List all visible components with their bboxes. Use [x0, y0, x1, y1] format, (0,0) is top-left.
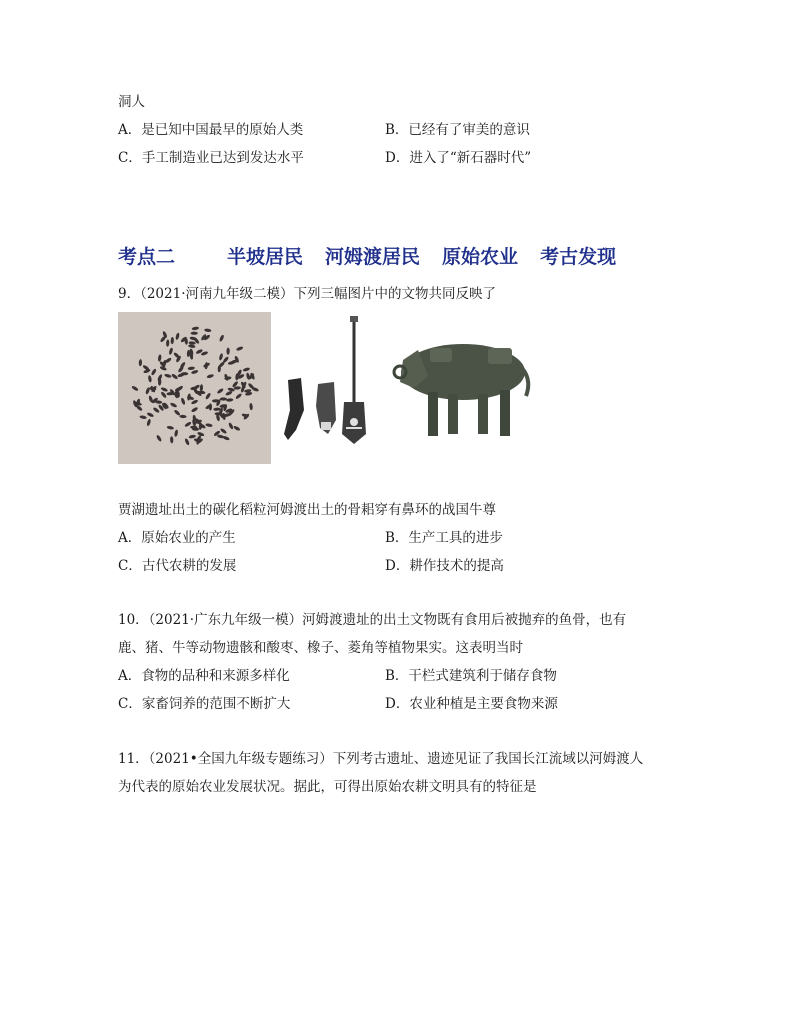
q10-option-b: B．干栏式建筑利于储存食物 [385, 668, 557, 684]
q9-stem: 9．（2021·河南九年级二模）下列三幅图片中的文物共同反映了 [118, 286, 496, 302]
q9-option-d: D．耕作技术的提高 [385, 558, 504, 574]
q11-stem-line1: 11．（2021•全国九年级专题练习）下列考古遗址、遗迹见证了我国长江流域以河姆渡人 [118, 751, 644, 767]
section-label: 考点二 [118, 246, 176, 268]
q9-option-b: B．生产工具的进步 [385, 530, 503, 546]
prev-option-a: A．是已知中国最早的原始人类 [118, 122, 304, 138]
topic-2: 河姆渡居民 [325, 246, 421, 268]
topic-1: 半坡居民 [227, 246, 304, 268]
q10-stem-line2: 鹿、猪、牛等动物遗骸和酸枣、橡子、菱角等植物果实。这表明当时 [118, 640, 523, 656]
prev-option-d: D．进入了“新石器时代” [385, 150, 532, 166]
q10-option-a: A．食物的品种和来源多样化 [118, 668, 290, 684]
topic-3: 原始农业 [442, 246, 519, 268]
prev-question-tail: 洞人 [118, 94, 145, 110]
q10-stem-line1: 10．（2021·广东九年级一模）河姆渡遗址的出土文物既有食用后被抛弃的鱼骨，也有 [118, 612, 627, 628]
q9-figure [118, 310, 548, 466]
prev-option-b: B．已经有了审美的意识 [385, 122, 530, 138]
carbonized-rice-image [118, 312, 271, 464]
q9-caption: 贾湖遗址出土的碳化稻粒河姆渡出土的骨耜穿有鼻环的战国牛尊 [118, 502, 496, 518]
topic-4: 考古发现 [540, 246, 617, 268]
prev-option-c: C．手工制造业已达到发达水平 [118, 150, 304, 166]
artifact-images [118, 310, 548, 466]
q10-option-c: C．家畜饲养的范围不断扩大 [118, 696, 291, 712]
bone-spade-image [284, 316, 366, 444]
q10-option-d: D．农业种植是主要食物来源 [385, 696, 558, 712]
rice-grain [191, 332, 198, 335]
q11-stem-line2: 为代表的原始农业发展状况。据此，可得出原始农耕文明具有的特征是 [118, 779, 537, 795]
section-heading [118, 244, 616, 270]
q9-option-c: C．古代农耕的发展 [118, 558, 237, 574]
q9-option-a: A．原始农业的产生 [118, 530, 236, 546]
bronze-ox-zun-image [394, 344, 528, 436]
